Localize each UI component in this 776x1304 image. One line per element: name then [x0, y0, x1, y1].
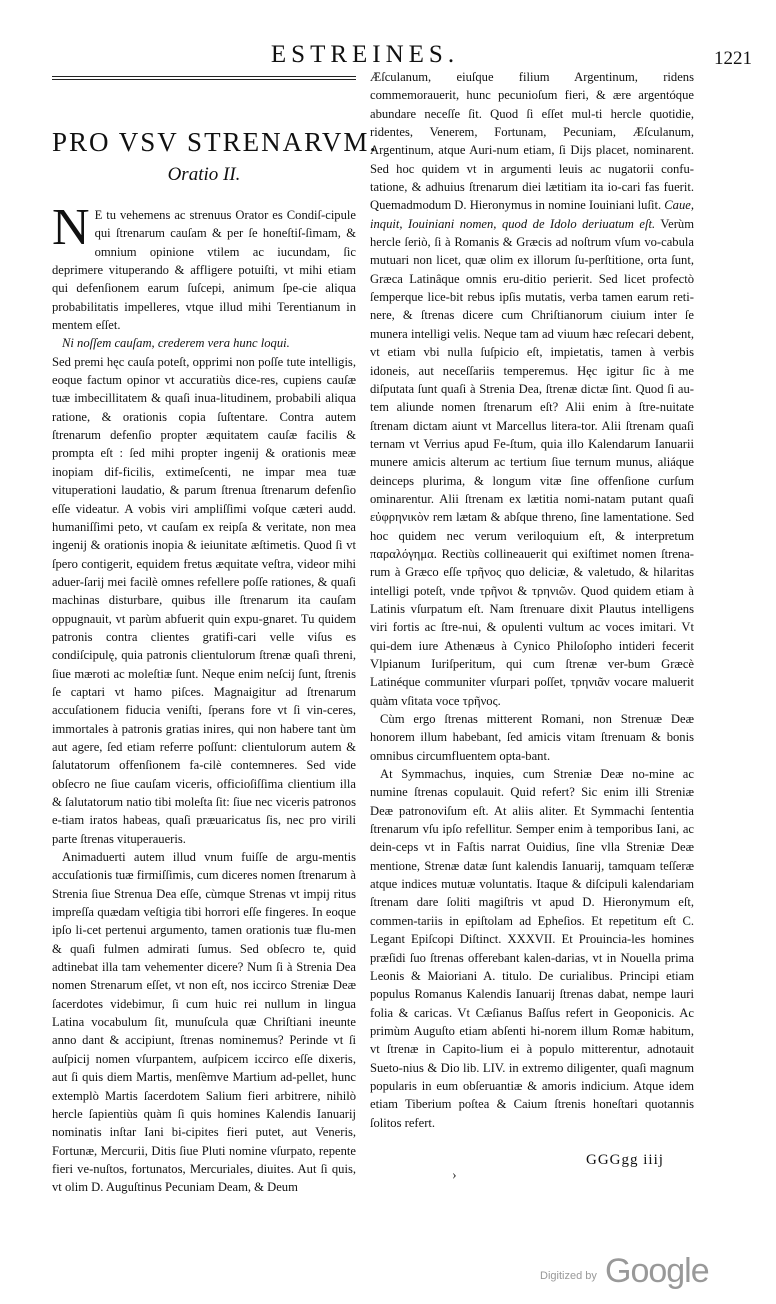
scan-mark: › [452, 1168, 457, 1183]
hieronymus-quote: Caue, inquit, Iouiniani nomen, quod de Idolo deriuatum eſt. [370, 198, 694, 231]
opening-paragraph [52, 199, 356, 334]
right-column [370, 68, 694, 1132]
header-rule-double [52, 79, 356, 80]
drop-cap: N [52, 199, 90, 256]
left-paragraph-1: Sed premi hęc cauſa poteſt, opprimi non poſſe tute intelligis, eoque factum opinor vt accuratiùs dice-res, cupiens cauſæ tuæ imbecillitatem & quaſi inua-litudinem, probabili aliqua ratione, & orationis copia ſuſtentare. Contra autem ſtrenarum defenſio propter æquitatem cauſæ facilis & prompta eſt : ſed mihi propter ingenij & orationis meæ inopiam dif-ficilis, extimeſcenti, ne impar mea tuæ vituperationi laudatio, & parum ſtrenua ſtrenarum defenſio eſſe videatur. A vobis viri ampliſſimi voſque cæteri audd. humaniſſimi peto, vt cauſam ex reipſa & veritate, non mea ingenij & orationis inopia & ieiunitate æſtimetis. Quod ſi vt ſpero contigerit, equidem fretus æquitate veſtra, videor mihi aduer-ſarij mei facilè omnes refellere poſſe rationes, & quaſi machinas disturbare, quibus ille ſtrenarum ita cauſam oppugnauit, vt parùm abfuerit quin expu-gnaret. Tu quidem patronis contra clientes gratifi-cari velle viſus es condiſcipulę, quia patronis clientulorum ſtrenæ quaſi threni, ſiue mæroti ac moleſtiæ ſunt. Neque enim neſcij ſunt, ſtrenis ſe captari vt hamo piſces. Magnaigitur ad ſtrenarum accuſationem fiducia veniſti, ſperans fore vt ſi vin-ceres, immortales à patronis gratias inires, qui non habere tant ùm aut agere, ſed etiam referre poſſunt: clientulorum autem & ſalutatorum offenſionem fa-cilè contemneres. Sed vide obſecro ne ſiue cauſam viceris, officioſiſſima clientium illa & ſalutatorum natio tibi moleſta ſit: ſiue nec viceris patronos e-tiam iratos habeas, quaſi præuaricatus ſis, nec pro virili parte ſtrenas vituperaueris. [52, 354, 356, 846]
watermark-prefix: Digitized by [540, 1270, 597, 1282]
right-paragraph-2: Cùm ergo ſtrenas mitterent Romani, non Strenuæ Deæ honorem illum habebant, ſed amicis vitam ſtrenuam & bonis omnibus circumfluentem opta-bant. [370, 712, 694, 763]
google-logo: Google [605, 1252, 709, 1290]
running-head-title: ESTREINES. [270, 41, 460, 68]
page-number: 1221 [714, 48, 752, 69]
right-paragraph-1a: Æſculanum, eiuſque filium Argentinum, ridens commemorauerit, hunc pecunioſum fieri, & ære argentóque abundare neceſſe ſit. Quod ſi eſſet mul-ti hercle quotidie, ridentes, Venerem, Fortunam, Pecuniam, Æſculanum, Argentinum, atque Auri-num etiam, ſi Dijs placet, nominarent. Sed hoc quidem vt in argumenti leuis ac nugatorii confu-tatione, & adhuius ſtrenarum diei lætitiam ita io-cari fas fuerit. Quemadmodum D. Hieronymus in nomine Iouiniani luſit. [370, 70, 694, 213]
right-paragraph-3: At Symmachus, inquies, cum Streniæ Deæ no-mine ac numine ſtrenas copulauit. Quid refert? Sic enim illi Streniæ Deæ patronoviſum eſt. At aliis aliter. Et Symmachi ſententia ſtrenarum vſu ipſo refellitur. Semper enim à temporibus Iani, ac dein-ceps vt in Faſtis narrat Ouidius, ſine vlla Streniæ Deæ mentione, Strenæ datæ ſunt kalendis Ianuarij, tamquam teſſeræ atque indices mutuæ voluntatis. Itaque & diſcipuli kalendariam ſtrenam dare ſoliti magiſtris vt apud D. Hieronymum eſt, commen-tariis in epiſtolam ad Epheſios. Et repetitum eſt C. Legant Epiſcopi Diſtinct. XXXVII. Et Prouincia-les homines præſidi ſuo ſtrenas offerebant kalen-darias, vt in Nouella prima Leonis & Maioriani A. titulo. De curialibus. Principi etiam populus Romanus Kalendis Ianuarij ſtrenas dabat, nempe lauri folia & caricas. Vt Cæſianus Baſſus refert in Geoponicis. Ac primùm Auguſto etiam abſenti hi-norem illum Romæ habitum, vt ſtrenæ in Capito-lium ei à populo mitterentur, adnotauit Sueto-nius & Dio lib. LIV. in extremo diligenter, quaſi magnum popularis in eum obſeruantiæ & amoris indicium. Atque idem etiam Tiberium poſtea & Caium ſtrenis honeſtari quotannis ſolitos refert. [370, 767, 694, 1130]
article-title: PRO VSV STRENARVM. [52, 127, 379, 157]
article-subtitle: Oratio II. [167, 164, 241, 185]
left-column [52, 199, 356, 1197]
right-paragraph-1b: Verùm hercle ſeriò, ſi à Romanis & Græcis ad noſtrum vſum vo-cabula mutuari non licet, quæ olim ex illorum ſu-perſtitione, orta ſunt, Græca Latinâque omnis eru-ditio perierit. Sed licet profectò ſemperque lice-bit rebus ipſis mutatis, verba tamen earum reti-nere, & ſtrenas dicere cum Chriſtianorum ciuium inter ſe munera intelligi velis. Neque tam ad viuum hæc reſecari debent, vt etiam vbi nulla ſuſpicio eſt, impietatis, tamen à verbis idoneis, aut neceſſariis temperemus. Hęc igitur ſic à me diſputata ſunt quaſi à Strenia Dea, ſtrenæ dictæ ſint. Quod ſi au-tem aliunde nomen ſtrenarum eſt? Alii enim à ſtre-nuitate ſtrenam dictam aiunt vt Marcellus litera-tor. Alii ſtrenam quaſi ternam vt Verrius apud Fe-ſtum, quia illo Kalendarum Ianuarii munere amicis alterum ac tertium ſiue ternum munus, aliáque deinceps plurima, & longum vitæ ſine offenſione curſum ominarentur. Alii ſtrenam ex lætitia nomi-natam putant quaſi εὐφρηνικὸν rem lætam & abſque threno, ſine lamentatione. Sed hoc quidem nec verum veriloquium eſt, & interpretum παραλόγημα. Rectiùs collineauerit qui exiſtimet nomen ſtrena-rum à Græco eſſe τρῆνος quo deliciæ, & valetudo, & hilaritas intelligi poteſt, vnde τρῆνοι & τρηνιῶν. Quod quidem etiam à Latinis vſurpatum eſt. Nam ſtrenuare dixit Plautus intelligens viri fortis ac ſtre-nui, & opulenti vultum ac voces imitari. Vt qui-dem iure Athenæus à Cynico Philoſopho intideri fecerit Vlpianum Iuriſperitum, qui cum ſtrenæ ver-bum Græcè Latinéque communiter vſurpari poſſet, τρηνιᾶν vocare maluerit quàm vſitata voce τρῆνος. [370, 216, 694, 708]
terence-quote: Ni noſſem cauſam, crederem vera hunc loqui. [62, 336, 290, 351]
opening-text: E tu vehemens ac strenuus Orator es Condiſ-cipule qui ſtrenarum cauſam & per ſe honeſtiſ-ſimam, & omnium opinione vtilem ac iucundam, ſic deprimere vituperando & affligere potuiſti, vt mihi etiam qui defenſionem earum ſuſcepi, animum ſpe-cie aliqua probabilitatis impelleres, vtque illud mihi Terentianum in mentem eſſet. [52, 208, 356, 333]
left-paragraph-2: Animaduerti autem illud vnum fuiſſe de argu-mentis accuſationis tuæ firmiſſimis, cum diceres nomen ſtrenarum à Strenia ſiue Strenua Dea eſſe, cùmque Strenas vt impij ritus impreſſa quædam veſtigia tibi horrori eſſe fingeres. In eoque ipſo li-cet pertenui argumento, tamen orationis tuæ flu-men & quaſi fulmen admirati ſumus. Sed obſecro te, quid adtinebat illa tam vehementer dicere? Num ſi à Strenia Dea nomen Strenarum eſſet, vt non eſt, nos iccirco Streniæ Deæ ſacerdotes videbimur, ſi cum huic rei nullum in lingua Latina vocabulum ſit, munuſcula quæ Chriſtiani ineunte anno dant & accipiunt, ſtrenas nominemus? Perinde vt ſi auſpicij nomen vſurpantem, auſpicem iccirco eſſe dixeris, aut ſi quis diem Martis, menſèmve Martium ad-pellet, hunc extemplò Martis ſacerdotem Salium fieri arbitrere, nihilò hercle ſapientiùs quàm ſi quis homines Kalendis Ianuarij nominatis inſtar Iani bi-cipites fieri putet, aut Veneris, Fortunæ, Mercurii, Ditis ſiue Pluti nomine vſurpato, repente fieri ve-nuſtos, fortunatos, Mercuriales, diuites. Aut ſi quis, vt olim D. Auguſtinus Pecuniam Deam, & Deum [52, 850, 356, 1195]
right-paragraph-1 [370, 68, 694, 710]
signature-mark: GGGgg iiij [586, 1152, 664, 1168]
header-rule [52, 76, 356, 77]
digitization-watermark [540, 1252, 760, 1292]
